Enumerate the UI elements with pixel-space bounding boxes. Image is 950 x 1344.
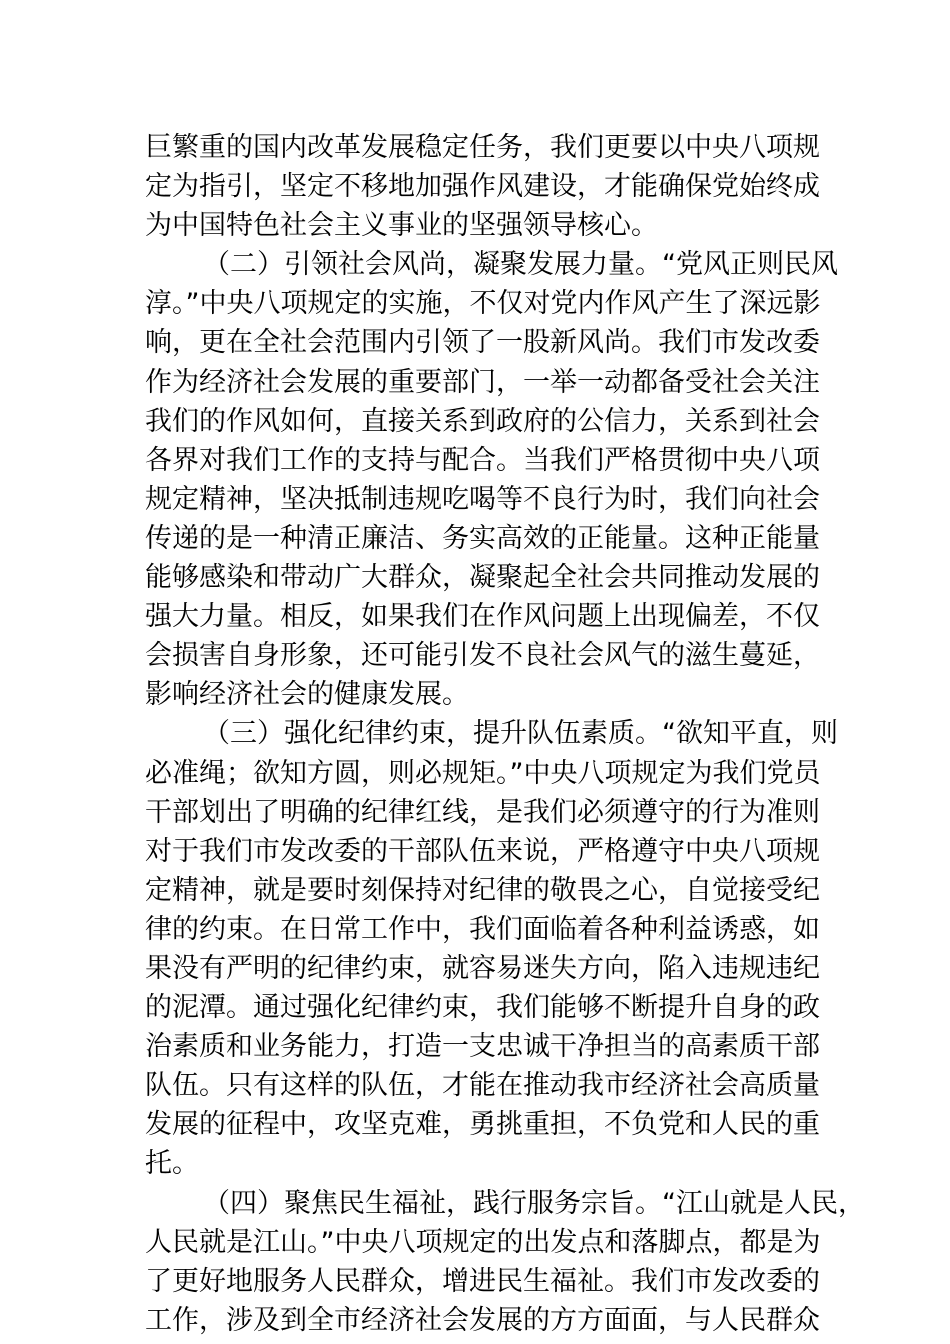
section-heading-line: （四）聚焦民生福祉，践行服务宗旨。“江山就是人民， [203, 1187, 865, 1219]
section-heading-line: （二）引领社会风尚，凝聚发展力量。“党风正则民风 [203, 249, 838, 281]
text-line: 定精神，就是要时刻保持对纪律的敬畏之心，自觉接受纪 [145, 874, 820, 906]
body-text [145, 128, 865, 1340]
text-line: 为中国特色社会主义事业的坚强领导核心。 [145, 210, 658, 242]
text-line: 果没有严明的纪律约束，就容易迷失方向，陷入违规违纪 [145, 952, 820, 984]
text-line: 能够感染和带动广大群众，凝聚起全社会共同推动发展的 [145, 562, 820, 594]
text-line: 传递的是一种清正廉洁、务实高效的正能量。这种正能量 [145, 522, 820, 554]
text-line: 强大力量。相反，如果我们在作风问题上出现偏差，不仅 [145, 601, 820, 633]
text-line: 对于我们市发改委的干部队伍来说，严格遵守中央八项规 [145, 835, 820, 867]
text-line: 托。 [145, 1148, 199, 1180]
text-line: 淳。”中央八项规定的实施，不仅对党内作风产生了深远影 [145, 288, 821, 320]
text-line: 巨繁重的国内改革发展稳定任务，我们更要以中央八项规 [145, 132, 820, 163]
text-line: 定为指引，坚定不移地加强作风建设，才能确保党始终成 [145, 171, 820, 203]
text-line: 治素质和业务能力，打造一支忠诚干净担当的高素质干部 [145, 1031, 820, 1063]
text-line: 必准绳；欲知方圆，则必规矩。”中央八项规定为我们党员 [145, 757, 821, 789]
text-line: 影响经济社会的健康发展。 [145, 679, 469, 711]
section-heading-line: （三）强化纪律约束，提升队伍素质。“欲知平直，则 [203, 718, 838, 750]
text-line: 干部划出了明确的纪律红线，是我们必须遵守的行为准则 [145, 796, 820, 828]
text-line: 律的约束。在日常工作中，我们面临着各种利益诱惑，如 [145, 913, 820, 945]
text-line: 会损害自身形象，还可能引发不良社会风气的滋生蔓延， [145, 640, 820, 672]
text-line: 人民就是江山。”中央八项规定的出发点和落脚点，都是为 [145, 1226, 821, 1258]
text-line: 工作，涉及到全市经济社会发展的方方面面，与人民群众 [145, 1304, 820, 1336]
text-line: 响，更在全社会范围内引领了一股新风尚。我们市发改委 [145, 327, 820, 359]
text-line: 我们的作风如何，直接关系到政府的公信力，关系到社会 [145, 405, 820, 437]
text-line: 的泥潭。通过强化纪律约束，我们能够不断提升自身的政 [145, 992, 820, 1024]
text-line: 作为经济社会发展的重要部门，一举一动都备受社会关注 [145, 366, 820, 398]
text-line: 规定精神，坚决抵制违规吃喝等不良行为时，我们向社会 [145, 483, 820, 515]
text-line: 各界对我们工作的支持与配合。当我们严格贯彻中央八项 [145, 444, 820, 476]
text-line: 队伍。只有这样的队伍，才能在推动我市经济社会高质量 [145, 1070, 820, 1102]
text-line: 了更好地服务人民群众，增进民生福祉。我们市发改委的 [145, 1265, 820, 1297]
text-line: 发展的征程中，攻坚克难，勇挑重担，不负党和人民的重 [145, 1109, 820, 1141]
